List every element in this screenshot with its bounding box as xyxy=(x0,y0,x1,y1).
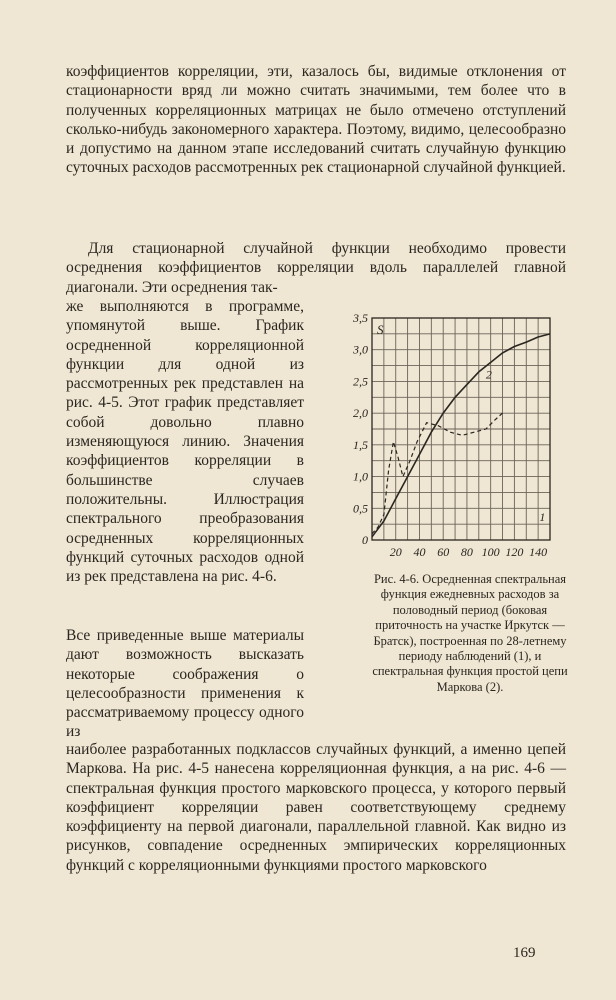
y-tick-label: 2,0 xyxy=(353,406,368,421)
chart-annotations xyxy=(486,367,545,524)
x-tick-label: 60 xyxy=(437,545,450,559)
x-tick-label: 100 xyxy=(481,545,500,559)
y-tick-label: 1,5 xyxy=(353,437,368,452)
curve-label-2: 2 xyxy=(485,367,492,382)
y-tick-label: 0,5 xyxy=(353,501,368,516)
x-tick-label: 20 xyxy=(389,545,402,559)
paragraph-3-text: Все приведенные выше материалы дают возможность высказать некоторые соображения о целесообразности применения к рассматриваемому процессу одного из xyxy=(66,627,304,741)
x-tick-label: 40 xyxy=(413,545,426,559)
paragraph-3-cont-text: наиболее разработанных подклассов случайных функций, а именно цепей Маркова. На рис. 4-5 нанесена корреляционная функция, а на рис. 4-6 — спектральная функция простого марковского процесса, у которого первый коэффициент корреляции равен соответствующему среднему коэффициенту на первой диагонали, параллельной главной. Как видно из рисунков, совпадение осредненных эмпирических корреляционных функций с корреляционными функциями простого марковского xyxy=(66,741,566,874)
x-tick-label: 120 xyxy=(505,545,524,559)
y-tick-label: 3,5 xyxy=(353,311,368,325)
curve-label-1: 1 xyxy=(539,509,546,524)
spectral-chart xyxy=(332,306,572,566)
y-tick-label: 2,5 xyxy=(353,374,368,389)
paragraph-2-continuation xyxy=(66,297,304,586)
paragraph-3-continuation xyxy=(66,740,566,875)
paragraph-1 xyxy=(66,62,566,178)
page-number: 169 xyxy=(513,945,536,961)
paragraph-2-cont-text: же выполняются в программе, упомянутой выше. График осредненной корреляционной функции для одной из рассмотренных рек представлен на рис. 4-5. Этот график представляет собой довольно плавно изменяющуюся линию. Значения коэффициентов корреляции в большинстве случаев положительны. Иллюстрация спектрального преобразования осредненных корреляционных функций суточных расходов одной из рек представлена на рис. 4-6. xyxy=(66,298,304,586)
paragraph-1-text: коэффициентов корреляции, эти, казалось бы, видимые отклонения от стационарности вряд ли можно считать значимыми, тем более что в полученных корреляционных матрицах не было отмечено отступлений сколько-нибудь закономерного характера. Поэтому, видимо, целесообразно и допустимо на данном этапе исследований считать случайную функцию суточных расходов рассмотренных рек стационарной случайной функцией. xyxy=(66,63,566,177)
chart-grid xyxy=(372,318,550,540)
y-tick-label: 1,0 xyxy=(353,469,368,484)
y-tick-label: 3,0 xyxy=(353,342,368,357)
y-axis-label: S xyxy=(377,322,384,337)
figure-caption-text: Рис. 4-6. Осредненная спектральная функция ежедневных расходов за половодный период (боковая приточность на участке Иркутск — Братск), построенная по 28-летнему периоду наблюдений (1), и спектральная функция простой цепи Маркова (2). xyxy=(372,572,568,694)
series-line-2 xyxy=(372,334,550,537)
x-tick-label: 140 xyxy=(529,545,548,559)
chart-tick-labels xyxy=(352,311,547,559)
paragraph-2-text: Для стационарной случайной функции необходимо провести осреднения коэффициентов корреляции вдоль параллелей главной диагонали. Эти осреднения так- xyxy=(66,240,566,296)
chart-series xyxy=(372,334,550,537)
series-line-1 xyxy=(372,413,503,534)
x-tick-label: 80 xyxy=(460,545,473,559)
paragraph-3 xyxy=(66,626,304,742)
paragraph-2 xyxy=(66,239,566,297)
figure-caption xyxy=(370,572,570,695)
y-tick-label: 0 xyxy=(362,533,368,547)
